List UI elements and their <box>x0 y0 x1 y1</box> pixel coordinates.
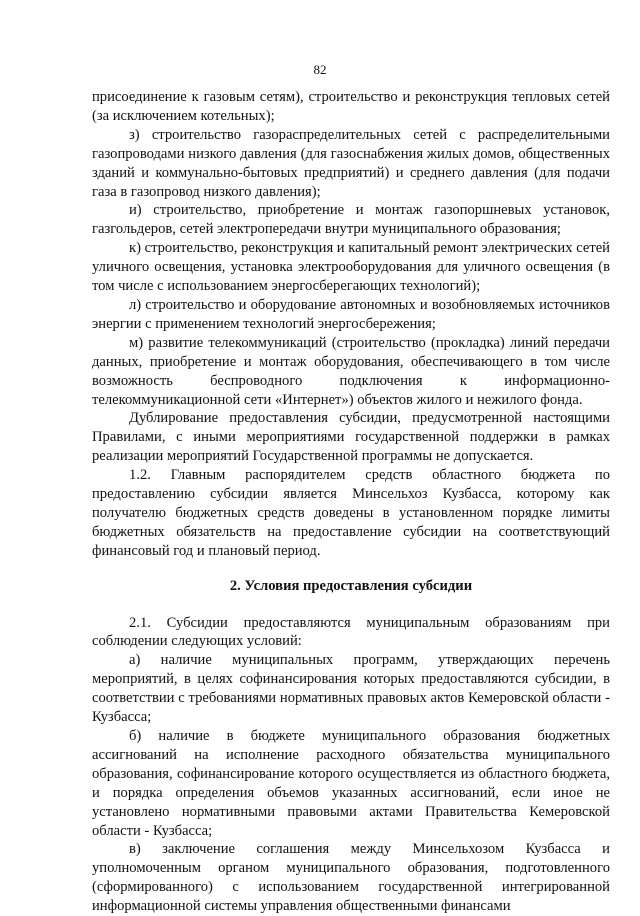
paragraph: 1.2. Главным распорядителем средств областного бюджета по предоставлению субсидии является Минсельхоз Кузбасса, которому как получателю бюджетных средств доведены в установленном порядке лимиты бюджетных обязательств на предоставление субсидии на соответствующий финансовый год и плановый период. <box>92 467 610 559</box>
paragraph: 2.1. Субсидии предоставляются муниципальным образованиям при соблюдении следующих условий: <box>92 614 610 650</box>
paragraph: л) строительство и оборудование автономных и возобновляемых источников энергии с применением технологий энергосбережения; <box>92 296 610 332</box>
page-number: 82 <box>313 62 327 77</box>
paragraph: з) строительство газораспределительных сетей с распределительными газопроводами низкого давления (для газоснабжения жилых домов, общественных зданий и коммунально-бытовых предприятий) и среднего давления (для подачи газа в газопровод низкого давления); <box>92 126 610 200</box>
paragraph: присоединение к газовым сетям), строительство и реконструкция тепловых сетей (за исключением котельных); <box>92 89 610 124</box>
section-heading: 2. Условия предоставления субсидии <box>229 577 473 594</box>
document-body <box>92 88 610 916</box>
paragraph: а) наличие муниципальных программ, утверждающих перечень мероприятий, в целях софинансирования которых предоставляются субсидии, в соответствии с требованиями нормативных правовых актов Кемеровской области - Кузбасса; <box>92 652 610 726</box>
paragraph-group-1 <box>92 88 610 561</box>
paragraph: к) строительство, реконструкция и капитальный ремонт электрических сетей уличного освещения, установка электрооборудования для уличного освещения (в том числе с использованием энергосберегающих технологий); <box>92 240 610 295</box>
paragraph: и) строительство, приобретение и монтаж газопоршневых установок, газгольдеров, сетей электропередачи внутри муниципального образования; <box>92 202 610 238</box>
paragraph: б) наличие в бюджете муниципального образования бюджетных ассигнований на исполнение расходного обязательства муниципального образования, софинансирование которого осуществляется из областного бюджета, и порядка определения объемов указанных ассигнований, если иное не установлено нормативными правовыми актами Правительства Кемеровской области - Кузбасса; <box>92 728 610 839</box>
paragraph-group-2 <box>92 614 610 916</box>
paragraph: м) развитие телекоммуникаций (строительство (прокладка) линий передачи данных, приобретение и монтаж оборудования, обеспечивающего в том числе возможность беспроводного подключения к информационно-телекоммуникационной сети «Интернет») объектов жилого и нежилого фонда. <box>92 334 610 408</box>
paragraph: Дублирование предоставления субсидии, предусмотренной настоящими Правилами, с иными мероприятиями государственной поддержки в рамках реализации мероприятий Государственной программы не допускается. <box>92 410 610 465</box>
paragraph: в) заключение соглашения между Минсельхозом Кузбасса и уполномоченным органом муниципального образования, подготовленного (сформированного) с использованием государственной интегрированной информационной системы управления общественными финансами <box>92 841 610 915</box>
